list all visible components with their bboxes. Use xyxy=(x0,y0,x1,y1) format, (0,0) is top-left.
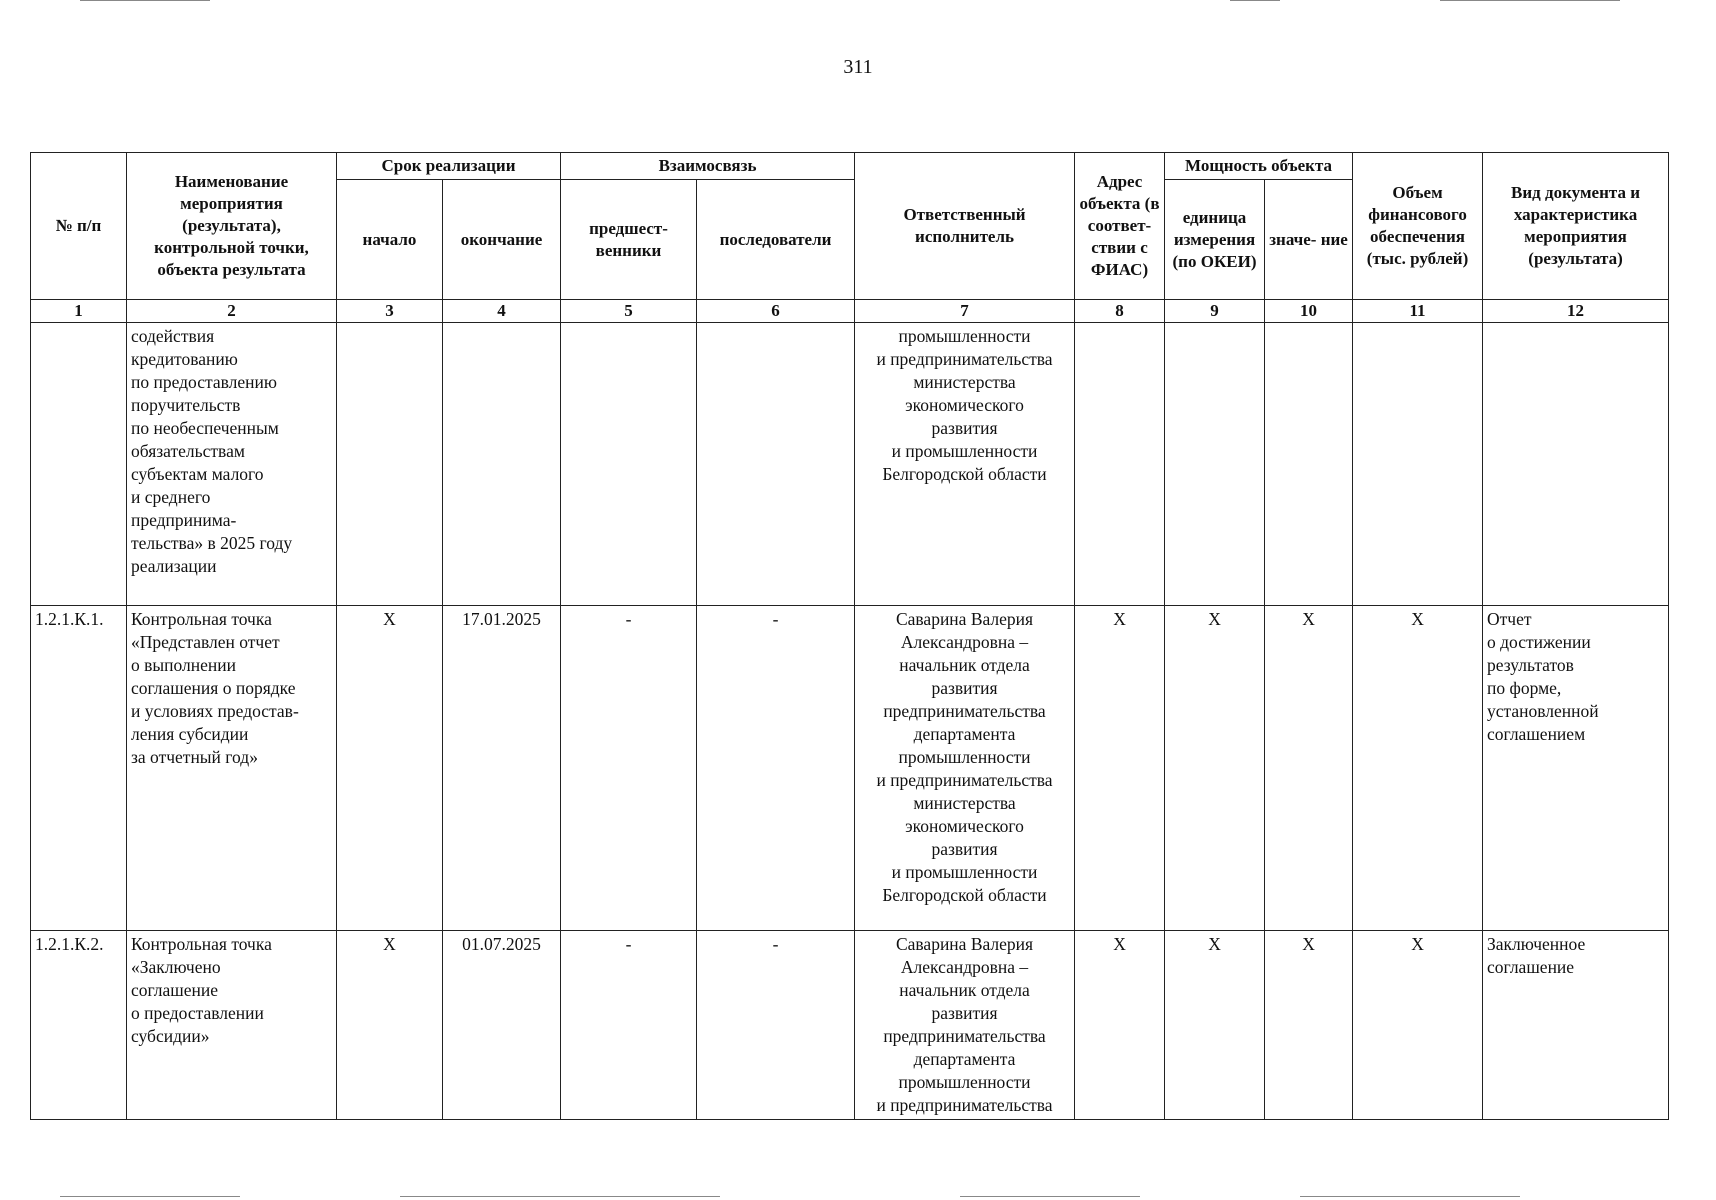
cell-predecessors: - xyxy=(561,606,697,931)
col-number-2: 2 xyxy=(127,300,337,323)
cell-funding: X xyxy=(1353,606,1483,931)
header-responsible: Ответственный исполнитель xyxy=(855,153,1075,300)
cell-unit: X xyxy=(1165,606,1265,931)
cell-value xyxy=(1265,323,1353,606)
table-row xyxy=(31,931,1669,1120)
header-period: Срок реализации xyxy=(337,153,561,180)
cell-start xyxy=(337,323,443,606)
col-number-5: 5 xyxy=(561,300,697,323)
cell-name: Контрольная точка «Заключено соглашение о предоставлении субсидии» xyxy=(127,931,337,1120)
header-start: начало xyxy=(337,180,443,300)
cell-unit: X xyxy=(1165,931,1265,1120)
header-relation: Взаимосвязь xyxy=(561,153,855,180)
header-num: № п/п xyxy=(31,153,127,300)
col-number-10: 10 xyxy=(1265,300,1353,323)
header-successors: последователи xyxy=(697,180,855,300)
cell-num: 1.2.1.К.2. xyxy=(31,931,127,1120)
cell-address: X xyxy=(1075,931,1165,1120)
header-end: окончание xyxy=(443,180,561,300)
cell-value: X xyxy=(1265,931,1353,1120)
cell-funding xyxy=(1353,323,1483,606)
scan-edge-bottom-1 xyxy=(60,1196,240,1197)
col-number-9: 9 xyxy=(1165,300,1265,323)
scan-edge-top-far-right xyxy=(1440,0,1620,1)
col-number-8: 8 xyxy=(1075,300,1165,323)
header-doc-type: Вид документа и характеристика мероприятия (результата) xyxy=(1483,153,1669,300)
col-number-7: 7 xyxy=(855,300,1075,323)
header-capacity: Мощность объекта xyxy=(1165,153,1353,180)
header-value: значе- ние xyxy=(1265,180,1353,300)
cell-address: X xyxy=(1075,606,1165,931)
cell-end xyxy=(443,323,561,606)
header-predecessors: предшест- венники xyxy=(561,180,697,300)
cell-name: Контрольная точка «Представлен отчет о выполнении соглашения о порядке и условиях предостав- ления субсидии за отчетный год» xyxy=(127,606,337,931)
scan-edge-top-right xyxy=(1230,0,1280,1)
header-unit: единица измерения (по ОКЕИ) xyxy=(1165,180,1265,300)
col-number-3: 3 xyxy=(337,300,443,323)
cell-successors: - xyxy=(697,606,855,931)
activity-table xyxy=(30,152,1669,1120)
cell-doc-type: Заключенное соглашение xyxy=(1483,931,1669,1120)
cell-num: 1.2.1.К.1. xyxy=(31,606,127,931)
cell-funding: X xyxy=(1353,931,1483,1120)
cell-responsible: Саварина Валерия Александровна – начальник отдела развития предпринимательства департамента промышленности и предпринимательства министерства экономического развития и промышленности Белгородской области xyxy=(855,606,1075,931)
cell-start: X xyxy=(337,606,443,931)
page-number: 311 xyxy=(843,56,873,78)
cell-doc-type xyxy=(1483,323,1669,606)
col-number-11: 11 xyxy=(1353,300,1483,323)
cell-responsible: промышленности и предпринимательства министерства экономического развития и промышленности Белгородской области xyxy=(855,323,1075,606)
scan-edge-bottom-2 xyxy=(400,1196,720,1197)
header-funding: Объем финансового обеспечения (тыс. рублей) xyxy=(1353,153,1483,300)
header-name: Наименование мероприятия (результата), контрольной точки, объекта результата xyxy=(127,153,337,300)
cell-num xyxy=(31,323,127,606)
cell-responsible: Саварина Валерия Александровна – начальник отдела развития предпринимательства департамента промышленности и предпринимательства xyxy=(855,931,1075,1120)
col-number-12: 12 xyxy=(1483,300,1669,323)
cell-address xyxy=(1075,323,1165,606)
cell-successors xyxy=(697,323,855,606)
cell-start: X xyxy=(337,931,443,1120)
cell-value: X xyxy=(1265,606,1353,931)
scan-edge-top-left xyxy=(80,0,210,1)
cell-name: содействия кредитованию по предоставлению поручительств по необеспеченным обязательствам субъектам малого и среднего предпринима- тельства» в 2025 году реализации xyxy=(127,323,337,606)
table-row xyxy=(31,606,1669,931)
cell-successors: - xyxy=(697,931,855,1120)
cell-predecessors xyxy=(561,323,697,606)
scan-edge-bottom-4 xyxy=(1300,1196,1520,1197)
cell-end: 01.07.2025 xyxy=(443,931,561,1120)
scan-edge-bottom-3 xyxy=(960,1196,1140,1197)
cell-doc-type: Отчет о достижении результатов по форме, установленной соглашением xyxy=(1483,606,1669,931)
table-row xyxy=(31,323,1669,606)
col-number-4: 4 xyxy=(443,300,561,323)
cell-unit xyxy=(1165,323,1265,606)
cell-predecessors: - xyxy=(561,931,697,1120)
header-address: Адрес объекта (в соответ-ствии с ФИАС) xyxy=(1075,153,1165,300)
cell-end: 17.01.2025 xyxy=(443,606,561,931)
col-number-6: 6 xyxy=(697,300,855,323)
col-number-1: 1 xyxy=(31,300,127,323)
